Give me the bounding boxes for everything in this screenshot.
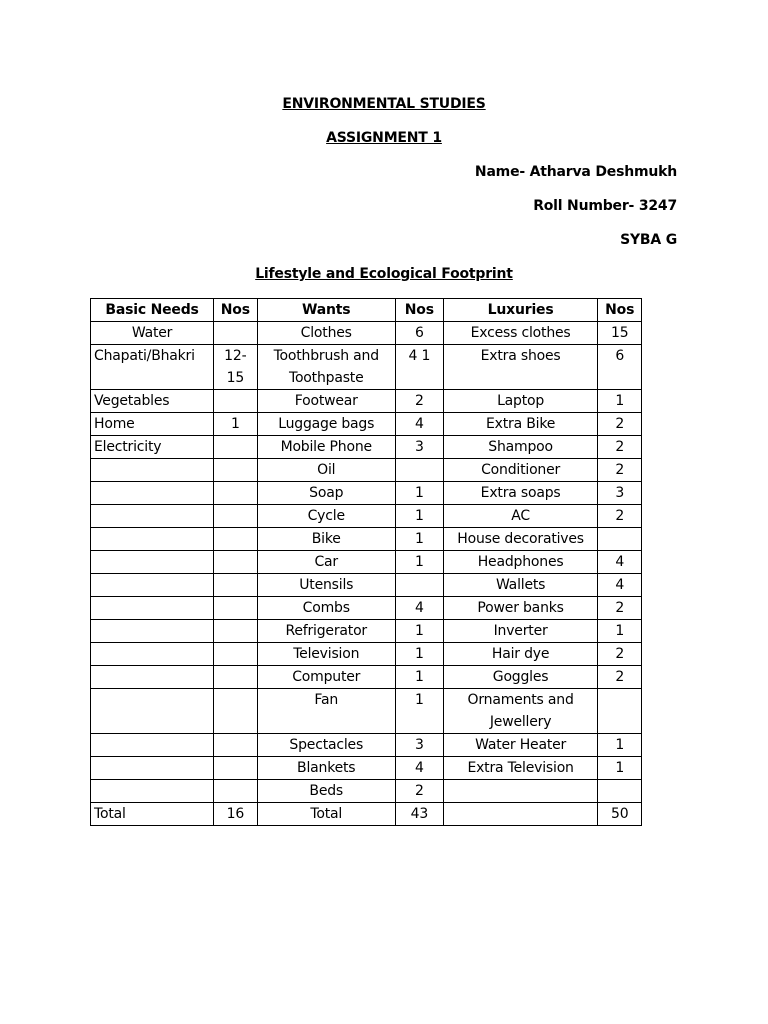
- basic-need-cell: [91, 620, 214, 643]
- luxury-cell: Excess clothes: [443, 322, 598, 345]
- luxury-count: [598, 689, 642, 734]
- table-row: [91, 322, 642, 345]
- want-cell: Clothes: [257, 322, 395, 345]
- basic-need-cell: [91, 689, 214, 734]
- luxury-cell: Ornaments and Jewellery: [443, 689, 598, 734]
- table-row: [91, 345, 642, 390]
- luxury-cell: Extra shoes: [443, 345, 598, 390]
- basic-need-count: 12- 15: [214, 345, 258, 390]
- basic-needs-total-label: Total: [91, 803, 214, 826]
- table-row: [91, 757, 642, 780]
- basic-need-count: [214, 436, 258, 459]
- want-count: 4: [395, 757, 443, 780]
- luxury-count: 4: [598, 574, 642, 597]
- table-row: [91, 505, 642, 528]
- basic-need-count: [214, 482, 258, 505]
- basic-need-count: [214, 597, 258, 620]
- luxury-cell: Conditioner: [443, 459, 598, 482]
- basic-need-count: [214, 505, 258, 528]
- basic-need-count: [214, 620, 258, 643]
- luxury-cell: Shampoo: [443, 436, 598, 459]
- luxury-count: 3: [598, 482, 642, 505]
- want-count: 6: [395, 322, 443, 345]
- want-cell: Television: [257, 643, 395, 666]
- luxury-cell: Hair dye: [443, 643, 598, 666]
- luxury-count: 2: [598, 505, 642, 528]
- want-cell: Combs: [257, 597, 395, 620]
- roll-number: Roll Number- 3247: [533, 198, 677, 214]
- luxury-count: 2: [598, 643, 642, 666]
- want-count: 2: [395, 780, 443, 803]
- luxury-cell: House decoratives: [443, 528, 598, 551]
- want-cell: Fan: [257, 689, 395, 734]
- want-cell: Spectacles: [257, 734, 395, 757]
- table-row: [91, 436, 642, 459]
- assignment-title: ASSIGNMENT 1: [326, 130, 442, 146]
- want-count: 1: [395, 482, 443, 505]
- luxury-cell: AC: [443, 505, 598, 528]
- want-cell: Oil: [257, 459, 395, 482]
- want-count: 4: [395, 597, 443, 620]
- basic-need-count: 1: [214, 413, 258, 436]
- basic-need-count: [214, 528, 258, 551]
- wants-total: 43: [395, 803, 443, 826]
- luxury-count: 15: [598, 322, 642, 345]
- want-count: 3: [395, 734, 443, 757]
- basic-need-count: [214, 666, 258, 689]
- want-count: [395, 459, 443, 482]
- basic-need-count: [214, 757, 258, 780]
- luxury-count: [598, 780, 642, 803]
- want-cell: Toothbrush and Toothpaste: [257, 345, 395, 390]
- want-cell: Bike: [257, 528, 395, 551]
- luxury-count: 2: [598, 597, 642, 620]
- want-cell: Cycle: [257, 505, 395, 528]
- table-row: [91, 734, 642, 757]
- header-nos-basic: Nos: [214, 299, 258, 322]
- basic-need-cell: [91, 505, 214, 528]
- want-count: 4: [395, 413, 443, 436]
- want-count: 1: [395, 689, 443, 734]
- luxury-count: 1: [598, 757, 642, 780]
- basic-need-cell: [91, 597, 214, 620]
- table-row: [91, 482, 642, 505]
- header-luxuries: Luxuries: [443, 299, 598, 322]
- wants-total-label: Total: [257, 803, 395, 826]
- want-cell: Utensils: [257, 574, 395, 597]
- basic-need-cell: [91, 643, 214, 666]
- header-basic-needs: Basic Needs: [91, 299, 214, 322]
- basic-need-count: [214, 574, 258, 597]
- luxury-count: [598, 528, 642, 551]
- basic-need-cell: Water: [91, 322, 214, 345]
- basic-need-cell: Vegetables: [91, 390, 214, 413]
- table-title: Lifestyle and Ecological Footprint: [255, 266, 513, 282]
- basic-need-count: [214, 734, 258, 757]
- basic-need-count: [214, 643, 258, 666]
- luxuries-total-label: [443, 803, 598, 826]
- luxury-count: 2: [598, 413, 642, 436]
- want-count: [395, 574, 443, 597]
- header-nos-luxuries: Nos: [598, 299, 642, 322]
- luxury-count: 1: [598, 734, 642, 757]
- total-row: [91, 803, 642, 826]
- luxury-cell: [443, 780, 598, 803]
- table-row: [91, 390, 642, 413]
- basic-needs-total: 16: [214, 803, 258, 826]
- basic-need-cell: [91, 551, 214, 574]
- header-nos-wants: Nos: [395, 299, 443, 322]
- class-name: SYBA G: [620, 232, 677, 248]
- header-wants: Wants: [257, 299, 395, 322]
- basic-need-cell: [91, 734, 214, 757]
- luxury-cell: Goggles: [443, 666, 598, 689]
- basic-need-count: [214, 780, 258, 803]
- want-count: 2: [395, 390, 443, 413]
- luxury-cell: Headphones: [443, 551, 598, 574]
- table-row: [91, 528, 642, 551]
- want-cell: Luggage bags: [257, 413, 395, 436]
- want-cell: Computer: [257, 666, 395, 689]
- footprint-table: [90, 298, 642, 826]
- luxury-count: 4: [598, 551, 642, 574]
- basic-need-cell: [91, 780, 214, 803]
- table-row: [91, 574, 642, 597]
- want-cell: Refrigerator: [257, 620, 395, 643]
- want-cell: Beds: [257, 780, 395, 803]
- basic-need-count: [214, 459, 258, 482]
- luxury-count: 1: [598, 390, 642, 413]
- basic-need-cell: Electricity: [91, 436, 214, 459]
- want-count: 4 1: [395, 345, 443, 390]
- luxury-cell: Laptop: [443, 390, 598, 413]
- luxury-count: 2: [598, 666, 642, 689]
- luxury-cell: Water Heater: [443, 734, 598, 757]
- luxury-cell: Wallets: [443, 574, 598, 597]
- student-name: Name- Atharva Deshmukh: [474, 164, 677, 180]
- table-row: [91, 551, 642, 574]
- table-row: [91, 666, 642, 689]
- basic-need-count: [214, 390, 258, 413]
- want-count: 1: [395, 505, 443, 528]
- table-header-row: [91, 299, 642, 322]
- want-count: 1: [395, 666, 443, 689]
- basic-need-cell: [91, 666, 214, 689]
- table-row: [91, 597, 642, 620]
- luxury-count: 2: [598, 436, 642, 459]
- luxury-cell: Inverter: [443, 620, 598, 643]
- basic-need-cell: [91, 757, 214, 780]
- luxury-count: 2: [598, 459, 642, 482]
- basic-need-cell: Home: [91, 413, 214, 436]
- want-count: 1: [395, 551, 443, 574]
- want-cell: Mobile Phone: [257, 436, 395, 459]
- luxury-cell: Extra Bike: [443, 413, 598, 436]
- luxury-count: 6: [598, 345, 642, 390]
- luxury-cell: Extra Television: [443, 757, 598, 780]
- table-row: [91, 780, 642, 803]
- want-cell: Soap: [257, 482, 395, 505]
- basic-need-cell: [91, 528, 214, 551]
- document-title: ENVIRONMENTAL STUDIES: [282, 96, 486, 112]
- want-count: 1: [395, 620, 443, 643]
- luxury-count: 1: [598, 620, 642, 643]
- basic-need-cell: [91, 574, 214, 597]
- basic-need-cell: [91, 482, 214, 505]
- luxury-cell: Extra soaps: [443, 482, 598, 505]
- luxuries-total: 50: [598, 803, 642, 826]
- basic-need-count: [214, 689, 258, 734]
- want-cell: Blankets: [257, 757, 395, 780]
- want-count: 3: [395, 436, 443, 459]
- table-row: [91, 620, 642, 643]
- table-row: [91, 413, 642, 436]
- want-cell: Car: [257, 551, 395, 574]
- want-count: 1: [395, 528, 443, 551]
- basic-need-cell: [91, 459, 214, 482]
- table-row: [91, 459, 642, 482]
- basic-need-count: [214, 322, 258, 345]
- basic-need-count: [214, 551, 258, 574]
- table-row: [91, 643, 642, 666]
- table-row: [91, 689, 642, 734]
- luxury-cell: Power banks: [443, 597, 598, 620]
- want-cell: Footwear: [257, 390, 395, 413]
- basic-need-cell: Chapati/Bhakri: [91, 345, 214, 390]
- want-count: 1: [395, 643, 443, 666]
